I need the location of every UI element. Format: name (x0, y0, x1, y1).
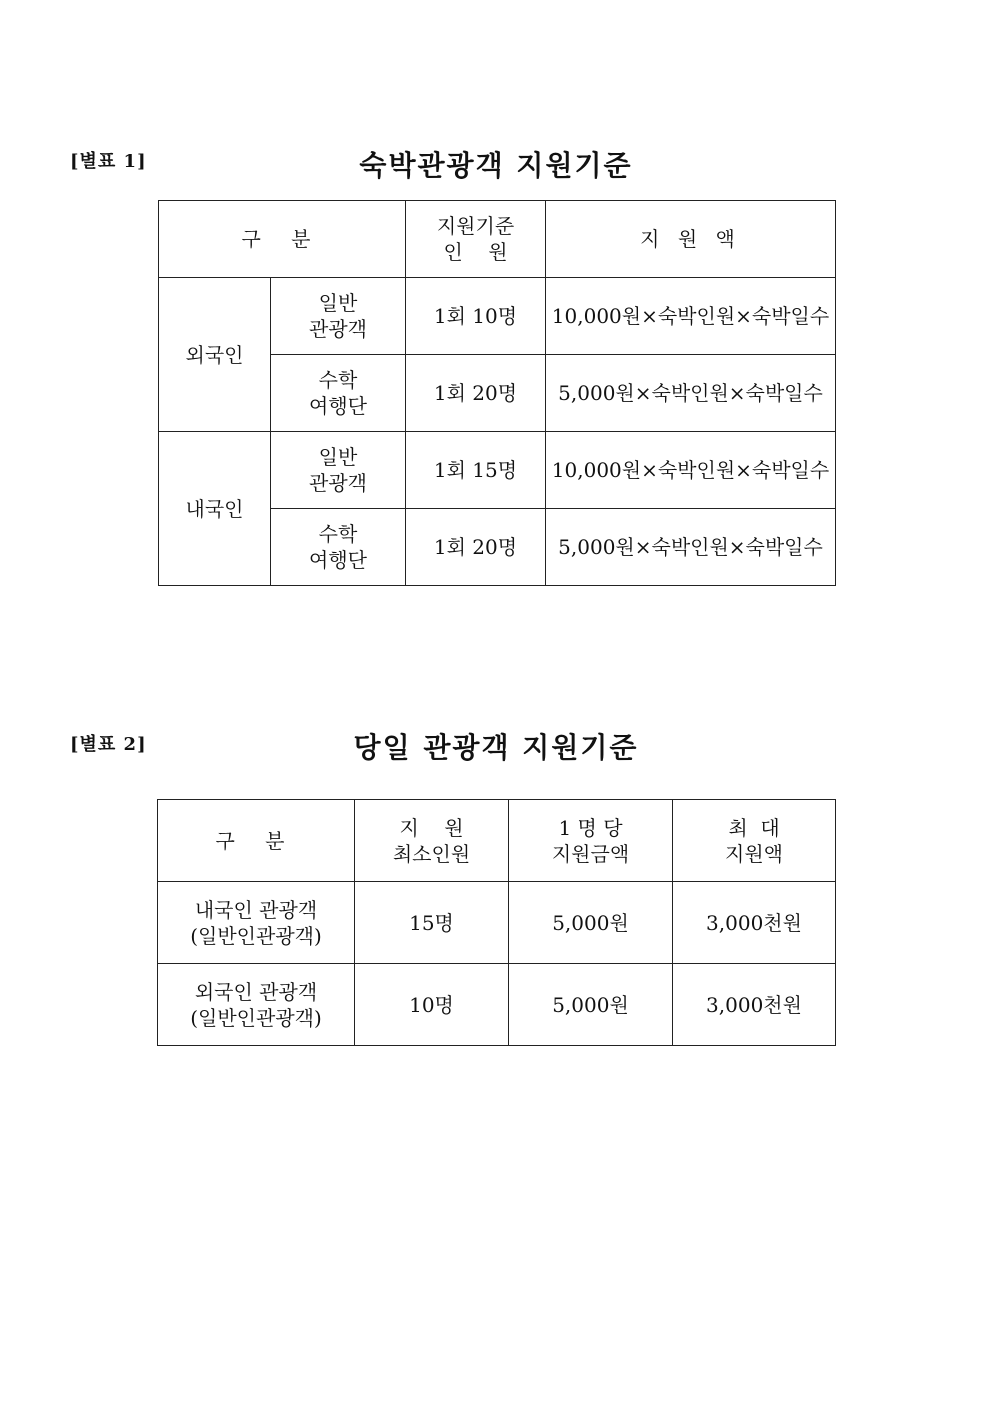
table1-type: 일반 관광객 (271, 278, 406, 355)
table-row (159, 432, 836, 509)
table1-label: [별표 1] (70, 151, 147, 172)
table1-title: 숙박관광객 지원기준 (359, 149, 633, 182)
table1-type: 일반 관광객 (271, 432, 406, 509)
table1-criteria: 1회 20명 (406, 355, 546, 432)
table-row (158, 882, 836, 964)
table1-group-domestic: 내국인 (159, 432, 271, 586)
table2-title: 당일 관광객 지원기준 (353, 731, 639, 764)
table-row (159, 278, 836, 355)
table2-max: 3,000천원 (673, 964, 836, 1046)
table2-header-max: 최 대 지원액 (673, 800, 836, 882)
table1-header-category: 구 분 (159, 201, 406, 278)
table1 (158, 200, 836, 586)
table1-header-amount: 지 원 액 (546, 201, 836, 278)
table1-criteria: 1회 15명 (406, 432, 546, 509)
table1-amount: 10,000원×숙박인원×숙박일수 (546, 278, 836, 355)
table2-header-row (158, 800, 836, 882)
table-row (158, 964, 836, 1046)
table2-min: 10명 (355, 964, 509, 1046)
table1-header-row (159, 201, 836, 278)
table1-header-criteria: 지원기준 인 원 (406, 201, 546, 278)
table2-category: 내국인 관광객 (일반인관광객) (158, 882, 355, 964)
table1-amount: 5,000원×숙박인원×숙박일수 (546, 509, 836, 586)
table2-header-min: 지 원 최소인원 (355, 800, 509, 882)
table1-amount: 10,000원×숙박인원×숙박일수 (546, 432, 836, 509)
table1-criteria: 1회 10명 (406, 278, 546, 355)
table2-label: [별표 2] (70, 734, 147, 755)
table1-criteria: 1회 20명 (406, 509, 546, 586)
table2-per: 5,000원 (509, 882, 673, 964)
table2-per: 5,000원 (509, 964, 673, 1046)
table2-header-category: 구 분 (158, 800, 355, 882)
table1-type: 수학 여행단 (271, 509, 406, 586)
table2-header-per: 1 명 당 지원금액 (509, 800, 673, 882)
table2-category: 외국인 관광객 (일반인관광객) (158, 964, 355, 1046)
table2-min: 15명 (355, 882, 509, 964)
table1-amount: 5,000원×숙박인원×숙박일수 (546, 355, 836, 432)
table1-type: 수학 여행단 (271, 355, 406, 432)
table2 (157, 799, 836, 1046)
table1-group-foreign: 외국인 (159, 278, 271, 432)
table2-max: 3,000천원 (673, 882, 836, 964)
